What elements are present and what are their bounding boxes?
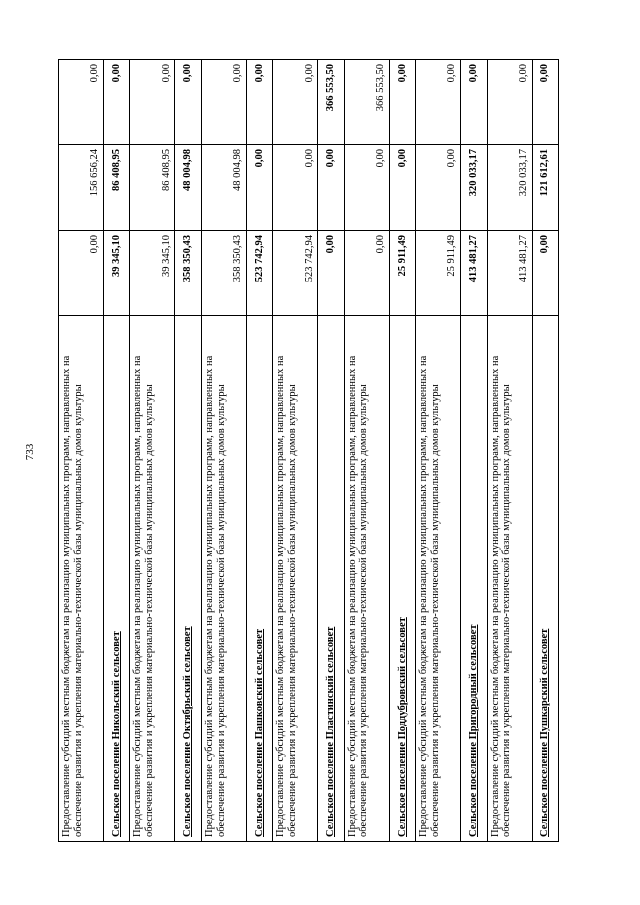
settlement-name: Сельское поселение Пластинский сельсовет bbox=[318, 316, 344, 842]
settlement-row bbox=[532, 60, 558, 842]
value-col-1: 25 911,49 bbox=[416, 231, 461, 316]
subsidy-row bbox=[487, 60, 532, 842]
value-col-3: 366 553,50 bbox=[344, 60, 389, 145]
settlement-name: Сельское поселение Поддубровский сельсовет bbox=[389, 316, 415, 842]
value-col-2: 156 656,24 bbox=[59, 145, 104, 231]
settlement-row bbox=[175, 60, 201, 842]
settlement-row bbox=[389, 60, 415, 842]
value-col-2: 320 033,17 bbox=[487, 145, 532, 231]
value-col-1: 413 481,27 bbox=[487, 231, 532, 316]
budget-table-body bbox=[59, 60, 559, 842]
row-description: Предоставление субсидий местным бюджетам на реализацию муниципальных программ, направленных на обеспечение развития и укрепления материально-технической базы муниципальных домов культуры bbox=[130, 316, 175, 842]
value-col-3: 0,00 bbox=[246, 60, 272, 145]
value-col-1: 523 742,94 bbox=[246, 231, 272, 316]
value-col-2: 0,00 bbox=[344, 145, 389, 231]
value-col-3: 0,00 bbox=[201, 60, 246, 145]
row-description: Предоставление субсидий местным бюджетам на реализацию муниципальных программ, направленных на обеспечение развития и укрепления материально-технической базы муниципальных домов культуры bbox=[201, 316, 246, 842]
value-col-3: 0,00 bbox=[130, 60, 175, 145]
value-col-1: 0,00 bbox=[318, 231, 344, 316]
value-col-3: 366 553,50 bbox=[318, 60, 344, 145]
subsidy-row bbox=[130, 60, 175, 842]
value-col-3: 0,00 bbox=[103, 60, 129, 145]
value-col-1: 0,00 bbox=[532, 231, 558, 316]
row-description: Предоставление субсидий местным бюджетам на реализацию муниципальных программ, направленных на обеспечение развития и укрепления материально-технической базы муниципальных домов культуры bbox=[416, 316, 461, 842]
value-col-2: 86 408,95 bbox=[130, 145, 175, 231]
row-description: Предоставление субсидий местным бюджетам на реализацию муниципальных программ, направленных на обеспечение развития и укрепления материально-технической базы муниципальных домов культуры bbox=[273, 316, 318, 842]
subsidy-row bbox=[273, 60, 318, 842]
settlement-name: Сельское поселение Пашковский сельсовет bbox=[246, 316, 272, 842]
page-number: 733 bbox=[24, 443, 36, 461]
value-col-1: 0,00 bbox=[59, 231, 104, 316]
settlement-row bbox=[246, 60, 272, 842]
value-col-1: 39 345,10 bbox=[130, 231, 175, 316]
settlement-row bbox=[461, 60, 487, 842]
settlement-name: Сельское поселение Октябрьский сельсовет bbox=[175, 316, 201, 842]
value-col-3: 0,00 bbox=[175, 60, 201, 145]
settlement-name: Сельское поселение Пригородный сельсовет bbox=[461, 316, 487, 842]
value-col-3: 0,00 bbox=[532, 60, 558, 145]
settlement-name: Сельское поселение Никольский сельсовет bbox=[103, 316, 129, 842]
value-col-2: 0,00 bbox=[246, 145, 272, 231]
value-col-3: 0,00 bbox=[273, 60, 318, 145]
row-description: Предоставление субсидий местным бюджетам на реализацию муниципальных программ, направленных на обеспечение развития и укрепления материально-технической базы муниципальных домов культуры bbox=[59, 316, 104, 842]
rotated-table-wrapper bbox=[58, 60, 559, 842]
value-col-2: 0,00 bbox=[416, 145, 461, 231]
subsidy-row bbox=[59, 60, 104, 842]
value-col-1: 39 345,10 bbox=[103, 231, 129, 316]
value-col-3: 0,00 bbox=[59, 60, 104, 145]
value-col-1: 0,00 bbox=[344, 231, 389, 316]
value-col-3: 0,00 bbox=[487, 60, 532, 145]
value-col-3: 0,00 bbox=[389, 60, 415, 145]
value-col-1: 523 742,94 bbox=[273, 231, 318, 316]
value-col-2: 86 408,95 bbox=[103, 145, 129, 231]
value-col-1: 25 911,49 bbox=[389, 231, 415, 316]
value-col-2: 121 612,61 bbox=[532, 145, 558, 231]
settlement-name: Сельское поселение Пушкарский сельсовет bbox=[532, 316, 558, 842]
value-col-2: 320 033,17 bbox=[461, 145, 487, 231]
value-col-2: 0,00 bbox=[318, 145, 344, 231]
value-col-2: 48 004,98 bbox=[175, 145, 201, 231]
value-col-1: 358 350,43 bbox=[175, 231, 201, 316]
settlement-row bbox=[318, 60, 344, 842]
subsidy-row bbox=[344, 60, 389, 842]
value-col-2: 0,00 bbox=[389, 145, 415, 231]
subsidy-row bbox=[416, 60, 461, 842]
budget-table bbox=[58, 59, 559, 842]
value-col-2: 48 004,98 bbox=[201, 145, 246, 231]
row-description: Предоставление субсидий местным бюджетам на реализацию муниципальных программ, направленных на обеспечение развития и укрепления материально-технической базы муниципальных домов культуры bbox=[344, 316, 389, 842]
value-col-1: 358 350,43 bbox=[201, 231, 246, 316]
settlement-row bbox=[103, 60, 129, 842]
subsidy-row bbox=[201, 60, 246, 842]
value-col-3: 0,00 bbox=[461, 60, 487, 145]
value-col-3: 0,00 bbox=[416, 60, 461, 145]
value-col-2: 0,00 bbox=[273, 145, 318, 231]
value-col-1: 413 481,27 bbox=[461, 231, 487, 316]
row-description: Предоставление субсидий местным бюджетам на реализацию муниципальных программ, направленных на обеспечение развития и укрепления материально-технической базы муниципальных домов культуры bbox=[487, 316, 532, 842]
